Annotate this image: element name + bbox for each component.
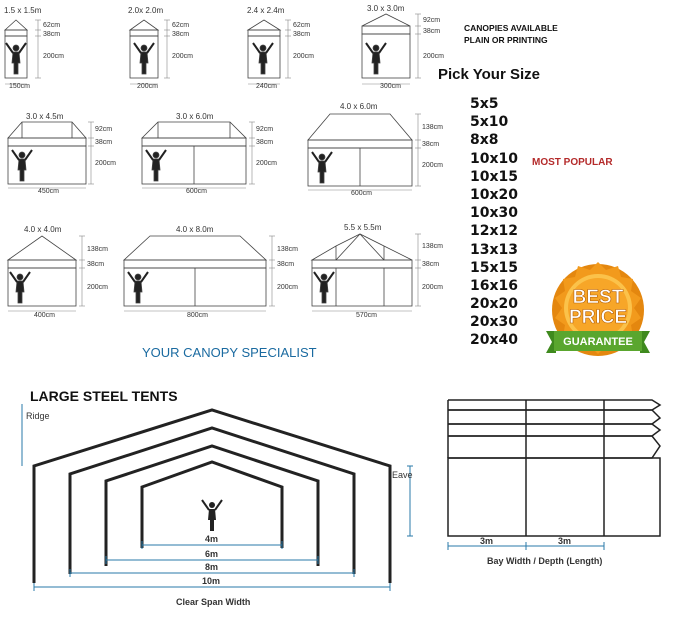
canopy-1-eave: 38cm [43, 31, 61, 38]
canopy-2-width: 200cm [137, 83, 159, 90]
size-item: 20x40 [470, 332, 518, 349]
canopy-10-height: 200cm [422, 284, 444, 291]
size-item: 12x12 [470, 223, 518, 240]
canopy-5-roof: 92cm [95, 126, 113, 133]
canopy-2-4 [248, 20, 280, 78]
canopy-4-roof: 92cm [423, 17, 441, 24]
availability-line-2: PLAIN OR PRINTING [464, 35, 548, 45]
canopy-4-0x4-0 [8, 236, 76, 306]
badge-line1: BEST [572, 287, 624, 308]
canopy-1-width: 150cm [9, 83, 31, 90]
clear-span-caption: Clear Span Width [176, 597, 251, 607]
canopy-3-height: 200cm [293, 53, 315, 60]
canopy-9-height: 200cm [277, 284, 299, 291]
span-6m: 6m [205, 549, 219, 559]
canopy-6-width: 600cm [186, 188, 208, 195]
large-steel-tents-title: LARGE STEEL TENTS [30, 388, 178, 404]
canopy-5-eave: 38cm [95, 139, 113, 146]
size-item: 8x8 [470, 132, 499, 149]
canopy-4-height: 200cm [423, 53, 445, 60]
canopy-7-title: 4.0 x 6.0m [340, 102, 378, 111]
canopy-1-title: 1.5 x 1.5m [4, 6, 42, 15]
canopy-2-roof: 62cm [172, 22, 190, 29]
most-popular-tag: MOST POPULAR [532, 157, 613, 168]
canopy-9-roof: 138cm [277, 246, 299, 253]
span-8m: 8m [205, 562, 219, 572]
canopy-2-eave: 38cm [172, 31, 190, 38]
pick-size-title: Pick Your Size [438, 66, 540, 83]
size-item: 20x20 [470, 296, 518, 313]
badge-ribbon: GUARANTEE [563, 336, 633, 348]
eave-label: Eave [392, 470, 413, 480]
canopy-8-height: 200cm [87, 284, 109, 291]
canopy-1-height: 200cm [43, 53, 65, 60]
canopy-3-0x4-5 [8, 122, 86, 184]
availability-note [464, 22, 558, 46]
canopy-6-title: 3.0 x 6.0m [176, 112, 214, 121]
canopy-3-title: 2.4 x 2.4m [247, 6, 285, 15]
size-item: 5x5 [470, 96, 499, 112]
bay-2-label: 3m [558, 536, 572, 546]
canopy-5-5x5-5 [312, 234, 412, 306]
canopy-4-0x6-0 [308, 114, 412, 186]
canopy-8-roof: 138cm [87, 246, 109, 253]
canopy-10-eave: 38cm [422, 261, 440, 268]
canopy-3-eave: 38cm [293, 31, 311, 38]
canopy-2-height: 200cm [172, 53, 194, 60]
canopy-4-0x8-0 [124, 236, 266, 306]
canopy-6-roof: 92cm [256, 126, 274, 133]
ridge-label: Ridge [26, 411, 50, 421]
canopy-3-0x6-0 [142, 122, 246, 184]
availability-line-1: CANOPIES AVAILABLE [464, 23, 558, 33]
canopy-6-eave: 38cm [256, 139, 274, 146]
canopy-specialist-tagline: YOUR CANOPY SPECIALIST [142, 345, 317, 360]
canopy-9-title: 4.0 x 8.0m [176, 225, 214, 234]
size-item: 10x20 [470, 186, 518, 203]
canopy-2-title: 2.0x 2.0m [128, 6, 164, 15]
size-item: 15x15 [470, 259, 518, 276]
canopy-2-0 [130, 20, 158, 78]
size-item: 10x30 [470, 205, 518, 222]
bay-dimension-lines [448, 542, 604, 550]
span-4m: 4m [205, 534, 219, 544]
size-item: 10x15 [470, 168, 518, 185]
size-item: 10x10 [470, 150, 518, 167]
canopy-5-width: 450cm [38, 188, 60, 195]
bay-caption: Bay Width / Depth (Length) [487, 556, 603, 566]
canopy-9-width: 800cm [187, 312, 209, 319]
size-item: 13x13 [470, 241, 518, 258]
steel-tent-person [202, 500, 222, 531]
canopy-8-title: 4.0 x 4.0m [24, 225, 62, 234]
canopy-3-0 [362, 14, 410, 78]
size-item: 16x16 [470, 277, 518, 294]
canopy-3-roof: 62cm [293, 22, 311, 29]
bay-1-label: 3m [480, 536, 494, 546]
canopy-7-eave: 38cm [422, 141, 440, 148]
canopy-5-height: 200cm [95, 160, 117, 167]
canopy-6-height: 200cm [256, 160, 278, 167]
canopy-3-width: 240cm [256, 83, 278, 90]
canopy-4-eave: 38cm [423, 28, 441, 35]
canopy-1-5 [5, 20, 27, 78]
canopy-10-title: 5.5 x 5.5m [344, 223, 382, 232]
canopy-7-height: 200cm [422, 162, 444, 169]
bay-diagram [448, 400, 660, 536]
canopy-4-width: 300cm [380, 83, 402, 90]
canopy-7-roof: 138cm [422, 124, 444, 131]
size-item: 20x30 [470, 314, 518, 331]
canopy-1-roof: 62cm [43, 22, 61, 29]
canopy-4-title: 3.0 x 3.0m [367, 4, 405, 13]
canopy-8-width: 400cm [34, 312, 56, 319]
badge-line2: PRICE [568, 307, 628, 328]
canopy-10-roof: 138cm [422, 243, 444, 250]
best-price-badge [546, 262, 650, 356]
canopy-10-width: 570cm [356, 312, 378, 319]
size-list [470, 95, 518, 350]
span-10m: 10m [202, 576, 221, 586]
canopy-5-title: 3.0 x 4.5m [26, 112, 64, 121]
size-item: 5x10 [470, 114, 509, 131]
canopy-9-eave: 38cm [277, 261, 295, 268]
canopy-7-width: 600cm [351, 190, 373, 197]
canopy-8-eave: 38cm [87, 261, 105, 268]
